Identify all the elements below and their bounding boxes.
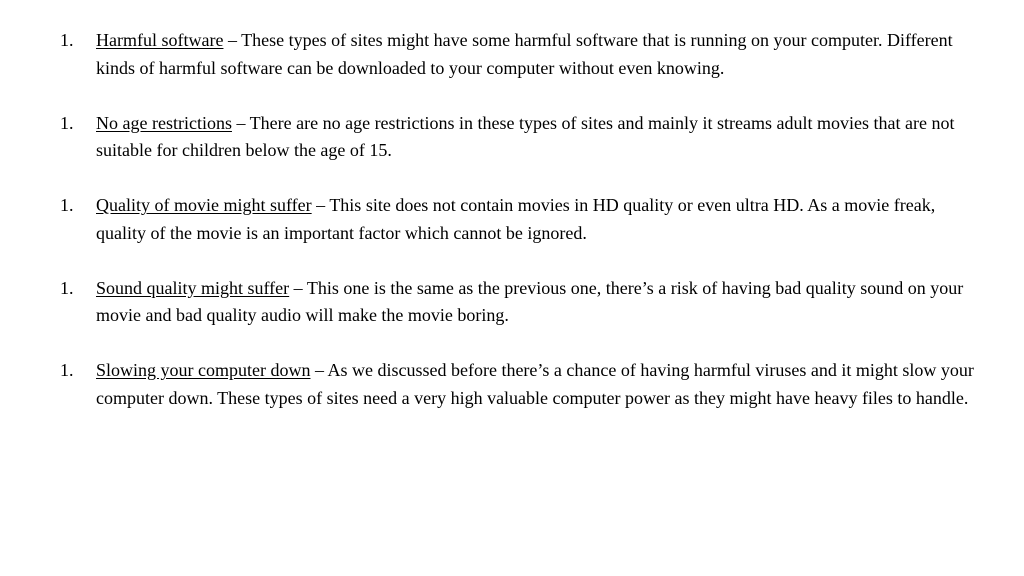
list-number: 1.	[60, 30, 74, 50]
list-description: – There are no age restrictions in these types of sites and mainly it streams adult movies that are not suitable for children below the age of 15.	[96, 112, 955, 160]
list-term: Quality of movie might suffer	[96, 195, 312, 215]
list-term: Harmful software	[96, 30, 224, 50]
list-number: 1.	[60, 195, 74, 215]
list-item-slowing-computer	[0, 357, 1024, 412]
list-description: – This site does not contain movies in HD quality or even ultra HD. As a movie freak, quality of the movie is an important factor which cannot be ignored.	[96, 195, 936, 243]
list-term: Slowing your computer down	[96, 360, 311, 380]
list-description: – This one is the same as the previous one, there’s a risk of having bad quality sound on your movie and bad quality audio will make the movie boring.	[96, 277, 964, 325]
list-term: No age restrictions	[96, 112, 232, 133]
list-description: – As we discussed before there’s a chance of having harmful viruses and it might slow your computer down. These types of sites need a very high valuable computer power as they might have heavy files to handle.	[96, 360, 974, 408]
document-body	[0, 27, 1024, 440]
list-item-sound-quality	[0, 275, 1024, 330]
list-number: 1.	[60, 360, 74, 380]
list-item-no-age-restrictions	[0, 110, 1024, 165]
list-description: – These types of sites might have some harmful software that is running on your computer. Different kinds of harmful software can be downloaded to your computer without even knowing.	[96, 30, 953, 78]
list-number: 1.	[60, 277, 74, 298]
list-item-harmful-software	[0, 27, 1024, 82]
list-number: 1.	[60, 112, 74, 133]
list-item-movie-quality	[0, 192, 1024, 247]
list-term: Sound quality might suffer	[96, 277, 290, 298]
